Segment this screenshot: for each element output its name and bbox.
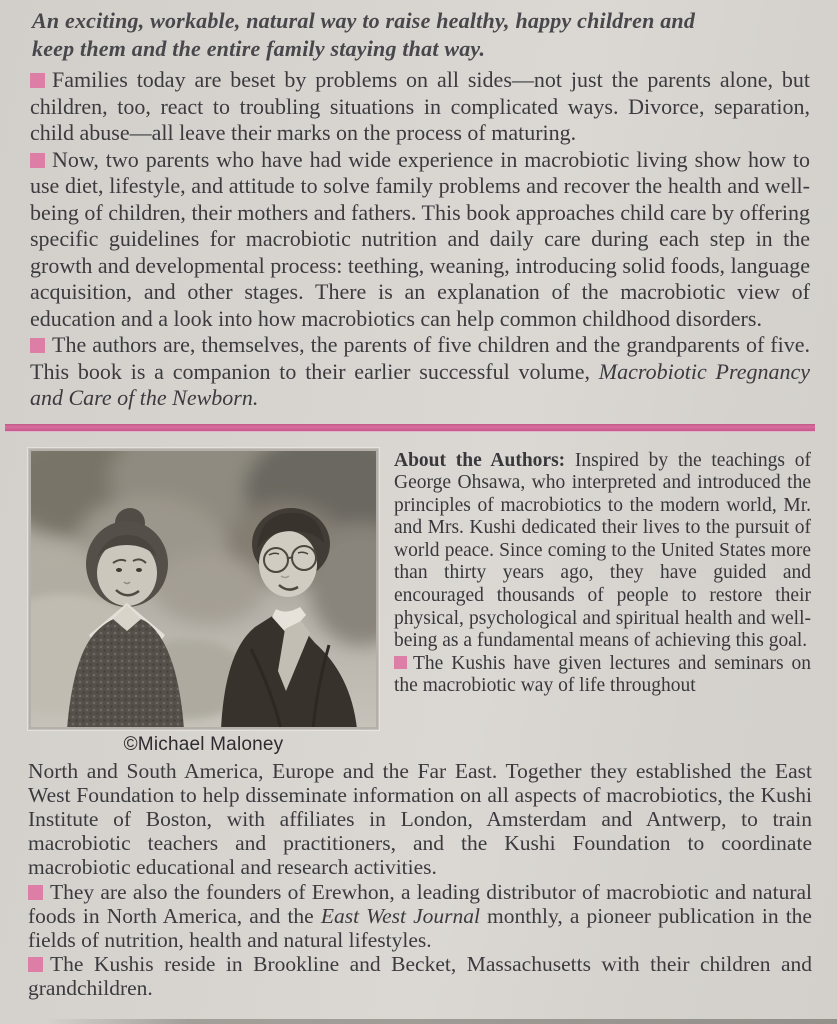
paragraph-lectures	[394, 653, 811, 698]
section-divider	[5, 424, 815, 432]
paragraph-families	[30, 67, 810, 147]
authors-photo-illustration	[29, 449, 378, 729]
paragraph-residence	[28, 952, 812, 1000]
paragraph-text	[394, 450, 811, 652]
intro-paragraphs	[30, 67, 810, 412]
about-authors-section	[0, 448, 837, 756]
about-authors-column	[394, 448, 811, 756]
paragraph-text	[28, 759, 812, 880]
bottom-section	[0, 759, 837, 1001]
text-run: Inspired by the teachings of George Ohsawa, who interpreted and introduced the principles of macrobiotics to the modern world, Mr. and Mrs. Kushi dedicated their lives to the pursuit of world peace. Since coming to the United States more than thirty years ago, they have guided and encouraged thousands of people to restore their physical, psychological and spiritual health and well-being as a fundamental means of achieving this goal.	[394, 449, 812, 652]
paragraph-text	[394, 653, 811, 697]
text-run: Now, two parents who have had wide experience in macrobiotic living show how to use diet, lifestyle, and attitude to solve family problems and recover the health and well-being of children, their mothers and fathers. This book approaches child care by offering specific guidelines for macrobiotic nutrition and daily care during each step in the growth and developmental process: teething, weaning, introducing solid foods, language acquisition, and other stages. There is an explanation of the macrobiotic view of education and a look into how macrobiotics can help common childhood disorders.	[30, 146, 810, 331]
text-run: The authors are, themselves, the parents of five children and the grandparents of five. This book is a companion to their earlier successful volume,	[30, 332, 810, 384]
authors-photo	[28, 448, 379, 730]
tagline: An exciting, workable, natural way to raise healthy, happy children and keep them and the entire family staying that way.	[32, 8, 696, 61]
paragraph-authors-family	[30, 332, 810, 412]
bullet-marker-icon	[28, 885, 43, 900]
bullet-marker-icon	[394, 656, 407, 669]
top-section	[0, 0, 837, 412]
text-run: North and South America, Europe and the Far East. Together they established the East West Foundation to help disseminate information on all aspects of macrobiotics, the Kushi Institute of Boston, with affiliates in London, Amsterdam and Antwerp, to train macrobiotic teachers and practitioners, and the Kushi Foundation to coordinate macrobiotic educational and research activities.	[28, 758, 812, 880]
page-bottom-shadow	[45, 1019, 837, 1024]
text-run: East West Journal	[320, 903, 480, 928]
photo-caption: ©Michael Maloney	[123, 733, 284, 755]
text-run: The Kushis reside in Brookline and Becket, Massachusetts with their children and grandchildren.	[28, 952, 812, 1001]
paragraph-erewhon	[28, 880, 812, 953]
paragraph-two-parents	[30, 147, 810, 333]
paragraph-text	[30, 332, 810, 410]
text-run: About the Authors:	[394, 449, 566, 471]
bullet-marker-icon	[30, 73, 45, 88]
paragraph-foundations	[28, 759, 812, 880]
text-run: monthly, a pioneer publication in the fields of nutrition, health and natural lifestyles.	[28, 903, 812, 952]
text-run: Macrobiotic Pregnancy and Care of the Newborn.	[30, 358, 810, 410]
photo-column	[28, 448, 379, 756]
text-run: Families today are beset by problems on all sides—not just the parents alone, but children, too, react to troubling situations in complicated ways. Divorce, separation, child abuse—all leave their marks on the process of maturing.	[30, 67, 810, 145]
bullet-marker-icon	[30, 338, 45, 353]
text-run: They are also the founders of Erewhon, a leading distributor of macrobiotic and natural foods in North America, and the	[28, 879, 812, 928]
bullet-marker-icon	[28, 957, 43, 972]
paragraph-text	[30, 147, 810, 331]
paragraph-text	[28, 880, 812, 952]
bullet-marker-icon	[30, 153, 45, 168]
paragraph-text	[30, 67, 810, 145]
paragraph-text	[28, 952, 812, 1000]
paragraph-about-authors	[394, 450, 811, 653]
text-run: The Kushis have given lectures and seminars on the macrobiotic way of life throughout	[394, 652, 811, 697]
